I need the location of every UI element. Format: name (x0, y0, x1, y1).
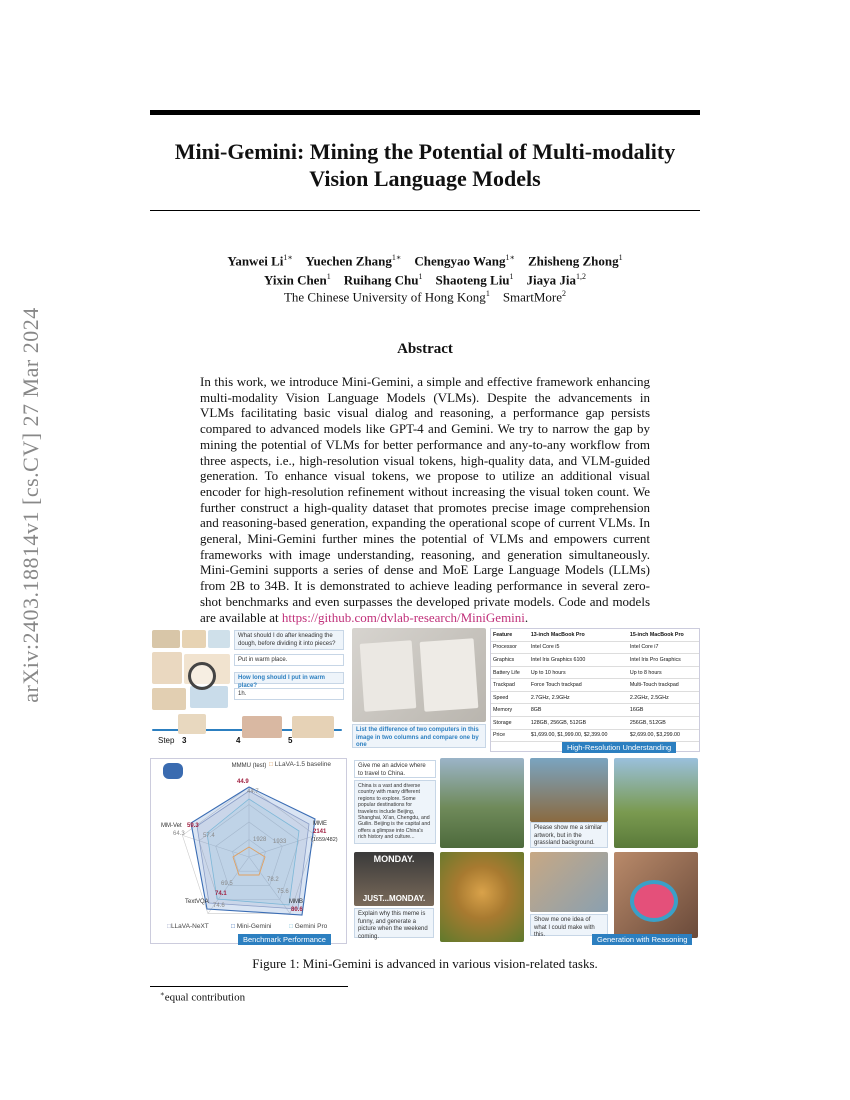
mme-value: 2141 (313, 829, 327, 835)
spec-table-cell: 15-inch MacBook Pro (628, 629, 699, 641)
tag-benchmark: Benchmark Performance (238, 934, 331, 945)
bread-image-1 (152, 630, 180, 648)
affiliations: The Chinese University of Hong Kong$^1$ SmartMore$^2$ (283, 289, 567, 305)
tag-high-resolution: High-Resolution Understanding (562, 742, 676, 753)
computers-panel (352, 628, 486, 750)
paper-title (150, 138, 700, 192)
footnote-rule (150, 986, 348, 987)
spec-table-row (491, 641, 699, 654)
bread-image-6 (190, 686, 228, 708)
spec-table-cell: Intel Core i7 (628, 641, 699, 654)
title-line-2: Vision Language Models (309, 166, 541, 191)
author: Chengyao Wang (414, 253, 506, 269)
bread-image-2 (182, 630, 206, 648)
meme-top-text: MONDAY. (373, 854, 415, 864)
axis-textvqa: TextVQA (185, 899, 209, 905)
mmvet-value: 59.3 (187, 823, 199, 829)
mmmu-value: 44.9 (237, 779, 249, 785)
spec-table-row (491, 654, 699, 667)
step-3-image (178, 714, 206, 734)
abstract-heading: Abstract (397, 341, 453, 357)
figure-caption: Figure 1: Mini-Gemini is advanced in various vision-related tasks. (252, 956, 598, 971)
spec-table-cell: 2.2GHz, 2.5GHz (628, 691, 699, 704)
mme-inner-2: 1933 (273, 839, 287, 845)
author-list (150, 250, 700, 289)
mmb-value: 80.6 (291, 907, 303, 913)
meme-bottom-text: JUST...MONDAY. (362, 894, 426, 903)
abstract-body: In this work, we introduce Mini-Gemini, a simple and effective framework enhancing multi-modality Vision Language Models (VLMs). Despite the advancements in VLMs facilitating basic visual dialog and reasoning, a performance gap persists compared to advanced models like GPT-4 and Gemini. We try to narrow the gap by mining the potential of VLMs for better performance and any-to-any workflow from three aspects, i.e., high-resolution visual tokens, high-quality data, and VLM-guided generation. To enhance visual tokens, we propose to utilize an additional visual encoder for high-resolution refinement without increasing the visual token count. We further construct a high-quality dataset that promotes precise image comprehension and reasoning-based generation, expanding the operational scope of current VLMs. In general, Mini-Gemini further mines the potential of VLMs and empowers current frameworks with image understanding, reasoning, and generation simultaneously. Mini-Gemini supports a series of dense and MoE Large Language Models (LLMs) from 2B to 34B. It is demonstrated to achieve leading performance in several zero-shot benchmarks and even surpasses the developed private models. Code and models are available at https://github.com/dvlab-research/MiniGemini. (200, 374, 650, 625)
spec-table-cell: Storage (491, 717, 529, 730)
bread-image-4 (152, 652, 182, 684)
spec-table-cell: Trackpad (491, 679, 529, 692)
author: Shaoteng Liu (435, 272, 510, 288)
spec-table-cell: 16GB (628, 704, 699, 717)
spec-table-cell: Graphics (491, 654, 529, 667)
step-4: 4 (236, 736, 241, 745)
china-question: Give me an advice where to travel to China. (354, 760, 436, 778)
spec-table-cell: Processor (491, 641, 529, 654)
spec-table-cell: Memory (491, 704, 529, 717)
spec-table-cell: Up to 8 hours (628, 666, 699, 679)
spec-table-cell: Price (491, 729, 529, 742)
spec-table-cell: Intel Iris Pro Graphics (628, 654, 699, 667)
mme-sub: (1659/482) (311, 837, 338, 843)
macbook-card-left (360, 640, 417, 711)
spec-table-cell: Feature (491, 629, 529, 641)
artwork-question: Please show me a similar artwork, but in the grassland background. (530, 822, 608, 848)
bread-question-1: What should I do after kneading the dough, before dividing it into pieces? (234, 630, 344, 650)
author: Ruihang Chu (343, 272, 419, 288)
axis-mmmu: MMMU (test) (231, 763, 267, 769)
mme-inner-1: 1928 (253, 837, 267, 843)
spec-table-cell: Intel Core i5 (529, 641, 628, 654)
footnote: ∗equal contribution (160, 990, 246, 1004)
spec-table-cell: $1,699.00, $1,999.00, $2,399.00 (529, 729, 628, 742)
arxiv-stamp (7, 290, 55, 720)
mmb-inner: 78.2 (267, 877, 279, 883)
step-label: Step (158, 736, 175, 745)
author: Yanwei Li (227, 253, 284, 269)
axis-mme: MME (313, 821, 327, 827)
radar-mini-gemini (191, 787, 315, 915)
title-line-1: Mini-Gemini: Mining the Potential of Multi-modality (174, 139, 676, 164)
author: Jiaya Jia (526, 272, 577, 288)
title-rule (150, 210, 700, 211)
bread-question-2: How long should I put in warm place? (234, 672, 344, 684)
great-wall-image (440, 758, 524, 848)
top-rule (150, 110, 700, 115)
bread-panel (150, 628, 347, 750)
author: Yixin Chen (263, 272, 327, 288)
textvqa-inner: 69.5 (221, 881, 233, 887)
textvqa-sub: 74.6 (213, 903, 225, 909)
axis-mmb: MMB (289, 899, 303, 905)
dog-image (440, 852, 524, 942)
generation-panel (352, 758, 700, 944)
spec-table-row (491, 679, 699, 692)
baseline-legend: □ LLaVA-1.5 baseline (269, 761, 332, 768)
bread-image-3 (208, 630, 230, 648)
spec-table-row (491, 666, 699, 679)
benchmark-panel (150, 758, 347, 944)
abstract-text: In this work, we introduce Mini-Gemini, a simple and effective framework enhancing multi-modality Vision Language Models (VLMs). Despite the advancements in VLMs facilitating basic visual dialog and reasoning, a performance gap persists compared to advanced models like GPT-4 and Gemini. We try to narrow the gap by mining the potential of VLMs for better performance and any-to-any workflow from three aspects, i.e., high-resolution visual tokens, high-quality data, and VLM-guided generation. To enhance visual tokens, we propose to utilize an additional visual encoder for high-resolution refinement without increasing the visual token count. We further construct a high-quality dataset that promotes precise image comprehension and reasoning-based generation, expanding the operational scope of current VLMs. In general, Mini-Gemini further mines the potential of VLMs and empowers current frameworks with image understanding, reasoning, and generation simultaneously. Mini-Gemini supports a series of dense and MoE Large Language Models (LLMs) from 2B to 34B. It is demonstrated to achieve leading performance in several zero-shot benchmarks and even surpasses the developed private models. Code and models are available at (200, 374, 650, 625)
tag-generation: Generation with Reasoning (592, 934, 692, 945)
footnote-text: equal contribution (164, 991, 246, 1004)
bread-image-7 (152, 688, 186, 710)
spec-table-cell: 2.7GHz, 2.9GHz (529, 691, 628, 704)
spec-table-header (491, 629, 699, 641)
mmb-sub: 75.6 (277, 889, 289, 895)
spec-table-row (491, 717, 699, 730)
author-line-2: Yixin Chen$^1$ Ruihang Chu$^1$ Shaoteng Liu$^1$ Jiaya Jia$^{1,2}$ (263, 272, 587, 288)
craft-plate (630, 880, 678, 922)
step-5: 5 (288, 736, 293, 745)
spec-table-cell: Intel Iris Graphics 6100 (529, 654, 628, 667)
compare-prompt: List the difference of two computers in this image in two columns and compare one by one (352, 724, 486, 748)
legend-llava-next: □LLaVA-NeXT (167, 923, 209, 930)
step-5-image (292, 716, 334, 738)
spec-table-cell: 128GB, 256GB, 512GB (529, 717, 628, 730)
arxiv-id: arXiv:2403.18814v1 [cs.CV] 27 Mar 2024 (18, 307, 43, 703)
step-4-image (242, 716, 282, 738)
grassland-art-image (614, 758, 698, 848)
mmmu-sub: 44.7 (247, 789, 259, 795)
spec-table-cell: 13-inch MacBook Pro (529, 629, 628, 641)
affiliation: The Chinese University of Hong Kong (283, 289, 486, 305)
mmvet-sub: 64.3 (173, 831, 185, 837)
affiliation: SmartMore (502, 289, 563, 305)
spec-table-cell: Up to 10 hours (529, 666, 628, 679)
author: Yuechen Zhang (305, 253, 392, 269)
meme-question: Explain why this meme is funny, and generate a picture when the weekend coming. (354, 908, 434, 938)
bread-answer-2: 1h. (234, 688, 344, 700)
magnifier-icon (188, 662, 216, 690)
radar-chart (151, 759, 347, 944)
code-link[interactable]: https://github.com/dvlab-research/MiniGemini (281, 609, 525, 625)
spec-table-row (491, 729, 699, 742)
spec-table-row (491, 704, 699, 717)
idea-question: Show me one idea of what I could make with this. (530, 914, 608, 936)
spec-table (491, 629, 699, 742)
figure-1 (150, 628, 700, 944)
legend-gemini-pro: □ Gemini Pro (289, 923, 328, 930)
spec-table-cell: Battery Life (491, 666, 529, 679)
spec-table-cell: Force Touch trackpad (529, 679, 628, 692)
surreal-art-image (530, 758, 608, 822)
mmvet-inner: 57.4 (203, 833, 215, 839)
spec-table-row (491, 691, 699, 704)
macbook-card-right (420, 638, 479, 712)
china-answer: China is a vast and diverse country with many different regions to explore. Some popular destinations for travelers include Beijing, Shanghai, Xi'an, Chengdu, and Guilin. Beijing is the capital and offers a glimpse into China's rich history and culture... (354, 780, 436, 844)
axis-mmvet: MM-Vet (161, 823, 182, 829)
yarn-image (530, 852, 608, 912)
spec-table-cell: $2,699.00, $3,299.00 (628, 729, 699, 742)
author: Zhisheng Zhong (527, 253, 619, 269)
spec-table-cell: Speed (491, 691, 529, 704)
bread-answer-1: Put in warm place. (234, 654, 344, 666)
author-line-1: Yanwei $Li^{1∗}$ Yuechen Zhang$^{1∗}$ Chengyao Wang$^{1∗}$ Zhisheng Zhong$^1$ (227, 253, 623, 269)
step-3: 3 (182, 736, 187, 745)
spec-table-panel (490, 628, 700, 752)
spec-table-cell: Multi-Touch trackpad (628, 679, 699, 692)
legend-mini-gemini: □ Mini-Gemini (231, 923, 272, 930)
spec-table-cell: 8GB (529, 704, 628, 717)
textvqa-value: 74.1 (215, 891, 227, 897)
spec-table-cell: 256GB, 512GB (628, 717, 699, 730)
